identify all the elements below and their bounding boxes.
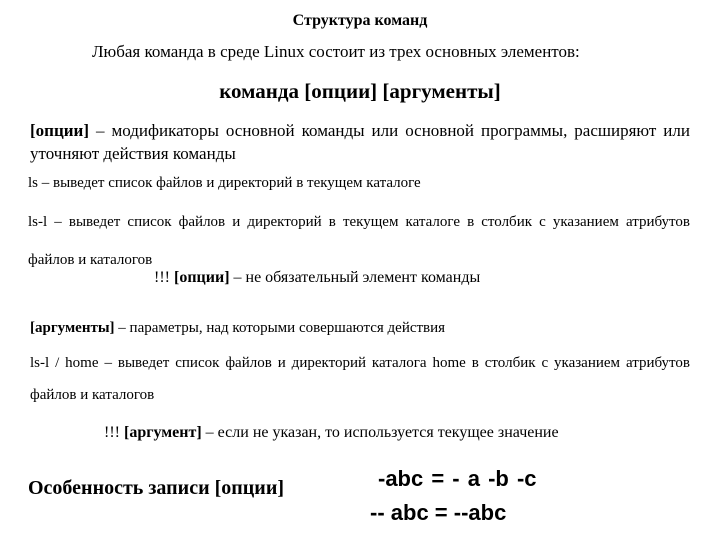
options-note-term: [опции] [173,269,230,286]
arguments-definition [30,320,445,337]
options-note-prefix: !!! [154,269,174,286]
example-ls-l-home: ls-l / home – выведет список файлов и директорий каталога home в столбик с указанием атрибутов файлов и каталогов [30,355,690,403]
options-note-text: – не обязательный элемент команды [229,269,481,286]
options-term: [опции] [30,121,90,140]
arguments-note-text: – если не указан, то используется текущее значение [201,424,559,441]
code-long-options: -- abc = --abc [370,500,507,525]
intro-text: Любая команда в среде Linux состоит из трех основных элементов: [92,42,580,61]
arguments-note-term: [аргумент] [123,424,202,441]
example-ls: ls – выведет список файлов и директорий в текущем каталоге [28,175,421,191]
arguments-definition-text: – параметры, над которыми совершаются действия [114,320,446,336]
code-short-options: -abc = - a -b -c [378,466,537,491]
arguments-term: [аргументы] [30,320,115,336]
slide-title: Структура команд [292,12,428,29]
command-syntax: команда [опции] [аргументы] [219,79,501,103]
options-note [154,269,480,287]
options-definition [30,119,690,165]
arguments-note-prefix: !!! [104,424,124,441]
feature-label: Особенность записи [опции] [28,477,285,499]
arguments-note [104,424,559,442]
options-definition-text: – модификаторы основной команды или основной программы, расширяют или уточняют действия команды [30,121,690,163]
example-ls-l: ls-l – выведет список файлов и директорий в текущем каталоге в столбик с указанием атрибутов файлов и каталогов [28,214,690,268]
